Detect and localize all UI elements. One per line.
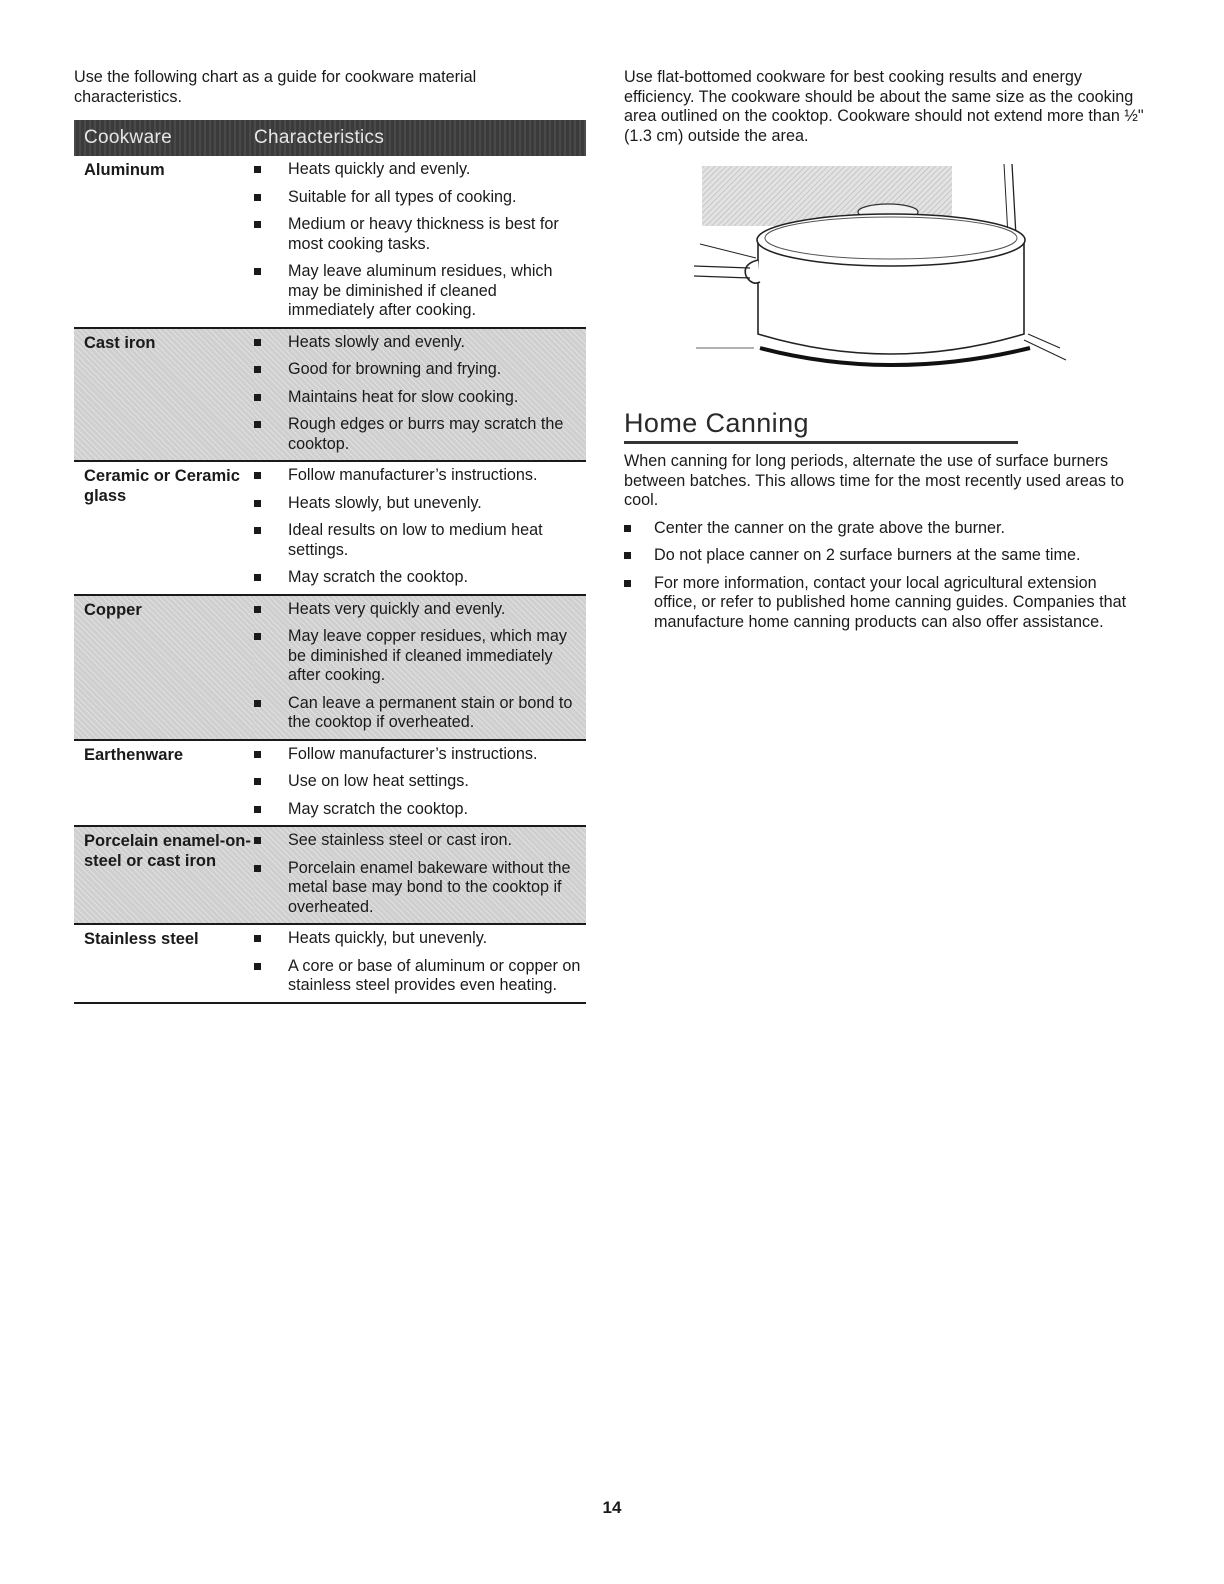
list-item xyxy=(254,772,586,792)
bullet-square-icon xyxy=(254,865,261,872)
list-item-text: Heats very quickly and evenly. xyxy=(288,599,506,618)
table-row xyxy=(74,156,586,328)
characteristics-cell xyxy=(254,740,586,827)
bullet-square-icon xyxy=(254,166,261,173)
table-row xyxy=(74,740,586,827)
characteristics-cell xyxy=(254,461,586,595)
characteristics-list xyxy=(254,600,586,733)
material-name: Earthenware xyxy=(84,745,184,764)
list-item xyxy=(254,800,586,820)
list-item xyxy=(624,546,1144,566)
list-item-text: Porcelain enamel bakeware without the metal base may bond to the cooktop if overheated. xyxy=(288,858,571,916)
bullet-square-icon xyxy=(254,527,261,534)
material-name: Cast iron xyxy=(74,328,254,462)
characteristics-list xyxy=(254,929,586,996)
list-item-text: May leave aluminum residues, which may be diminished if cleaned immediately after cooking. xyxy=(288,262,553,319)
bullet-square-icon xyxy=(254,778,261,785)
bullet-square-icon xyxy=(254,194,261,201)
section-title: Home Canning xyxy=(624,408,1018,444)
list-item xyxy=(624,519,1144,539)
bullet-square-icon xyxy=(254,500,261,507)
list-item xyxy=(624,574,1144,633)
list-item xyxy=(254,215,586,254)
bullet-square-icon xyxy=(624,552,631,559)
cookware-table xyxy=(74,120,586,1004)
list-item xyxy=(254,333,586,353)
right-column xyxy=(624,68,1144,640)
characteristics-cell xyxy=(254,924,586,1003)
list-item-text: Rough edges or burrs may scratch the cooktop. xyxy=(288,415,564,453)
list-item xyxy=(254,600,586,620)
list-item-text: Center the canner on the grate above the burner. xyxy=(654,518,1005,537)
bullet-square-icon xyxy=(254,935,261,942)
characteristics-list xyxy=(254,745,586,820)
header-cookware: Cookware xyxy=(74,120,254,156)
list-item xyxy=(254,388,586,408)
list-item xyxy=(254,859,586,918)
list-item xyxy=(254,494,586,514)
list-item xyxy=(254,262,586,321)
list-item-text: Follow manufacturer’s instructions. xyxy=(288,744,538,763)
list-item-text: May scratch the cooktop. xyxy=(288,568,468,586)
table-header-row xyxy=(74,120,586,156)
table-row xyxy=(74,826,586,924)
canning-body: When canning for long periods, alternate the use of surface burners between batches. This allows time for the most recently used areas to cool. xyxy=(624,452,1124,509)
flat-bottom-intro: Use flat-bottomed cookware for best cooking results and energy efficiency. The cookware should be about the same size as the cooking area outlined on the cooktop. Cookware should not extend more than ½" (1.3 cm) outside the area. xyxy=(624,68,1144,145)
bullet-square-icon xyxy=(254,574,261,581)
material-name: Stainless steel xyxy=(84,930,199,948)
list-item xyxy=(254,521,586,560)
characteristics-cell xyxy=(254,156,586,328)
list-item-text: Heats slowly and evenly. xyxy=(288,332,465,351)
list-item-text: May leave copper residues, which may be diminished if cleaned immediately after cooking. xyxy=(288,627,567,684)
list-item-text: Follow manufacturer’s instructions. xyxy=(288,466,538,484)
bullet-square-icon xyxy=(254,339,261,346)
list-item-text: Heats quickly, but unevenly. xyxy=(288,929,488,947)
bullet-square-icon xyxy=(254,633,261,640)
list-item-text: Suitable for all types of cooking. xyxy=(288,187,517,206)
list-item xyxy=(254,627,586,686)
list-item-text: Do not place canner on 2 surface burners at the same time. xyxy=(654,546,1081,564)
list-item-text: Good for browning and frying. xyxy=(288,360,502,378)
list-item xyxy=(254,568,586,588)
list-item xyxy=(254,929,586,949)
list-item-text: Heats slowly, but unevenly. xyxy=(288,493,482,512)
left-column xyxy=(74,68,586,1004)
list-item xyxy=(254,694,586,733)
bullet-square-icon xyxy=(254,606,261,613)
chart-intro: Use the following chart as a guide for cookware material characteristics. xyxy=(74,68,477,106)
characteristics-cell xyxy=(254,595,586,740)
list-item xyxy=(254,957,586,996)
pot-illustration xyxy=(694,164,1074,386)
list-item xyxy=(254,360,586,380)
list-item xyxy=(254,415,586,454)
list-item xyxy=(254,745,586,765)
bullet-square-icon xyxy=(254,700,261,707)
characteristics-list xyxy=(254,160,586,321)
material-name: Porcelain enamel-on-steel or cast iron xyxy=(74,826,254,924)
characteristics-list xyxy=(254,333,586,455)
bullet-square-icon xyxy=(254,394,261,401)
list-item-text: A core or base of aluminum or copper on stainless steel provides even heating. xyxy=(288,956,581,994)
table-row xyxy=(74,595,586,740)
canning-list xyxy=(624,519,1144,633)
list-item-text: Can leave a permanent stain or bond to the cooktop if overheated. xyxy=(288,693,573,731)
bullet-square-icon xyxy=(254,221,261,228)
list-item-text: Heats quickly and evenly. xyxy=(288,160,471,178)
bullet-square-icon xyxy=(254,837,261,844)
list-item-text: See stainless steel or cast iron. xyxy=(288,831,513,849)
header-characteristics: Characteristics xyxy=(254,120,586,156)
list-item-text: Maintains heat for slow cooking. xyxy=(288,387,519,406)
bullet-square-icon xyxy=(254,268,261,275)
table-row xyxy=(74,924,586,1003)
home-canning-section xyxy=(624,408,1144,632)
list-item-text: Medium or heavy thickness is best for most cooking tasks. xyxy=(288,215,559,253)
material-name: Copper xyxy=(74,595,254,740)
list-item-text: Use on low heat settings. xyxy=(288,772,469,790)
bullet-square-icon xyxy=(254,751,261,758)
bullet-square-icon xyxy=(624,525,631,532)
list-item xyxy=(254,188,586,208)
list-item xyxy=(254,831,586,851)
characteristics-cell xyxy=(254,328,586,462)
bullet-square-icon xyxy=(254,963,261,970)
bullet-square-icon xyxy=(254,472,261,479)
bullet-square-icon xyxy=(254,366,261,373)
table-row xyxy=(74,461,586,595)
list-item-text: For more information, contact your local agricultural extension office, or refer to published home canning guides. Companies that manufacture home canning products can also offer assistance. xyxy=(654,573,1127,631)
characteristics-list xyxy=(254,831,586,917)
characteristics-cell xyxy=(254,826,586,924)
material-name: Ceramic or Ceramic glass xyxy=(84,467,240,505)
pot-on-cooktop-image xyxy=(694,164,1074,386)
list-item xyxy=(254,160,586,180)
table-row xyxy=(74,328,586,462)
bullet-square-icon xyxy=(254,421,261,428)
page-number: 14 xyxy=(602,1498,622,1517)
bullet-square-icon xyxy=(624,580,631,587)
list-item-text: May scratch the cooktop. xyxy=(288,799,468,818)
bullet-square-icon xyxy=(254,806,261,813)
material-name: Aluminum xyxy=(84,161,165,179)
list-item-text: Ideal results on low to medium heat settings. xyxy=(288,521,543,559)
characteristics-list xyxy=(254,466,586,588)
list-item xyxy=(254,466,586,486)
